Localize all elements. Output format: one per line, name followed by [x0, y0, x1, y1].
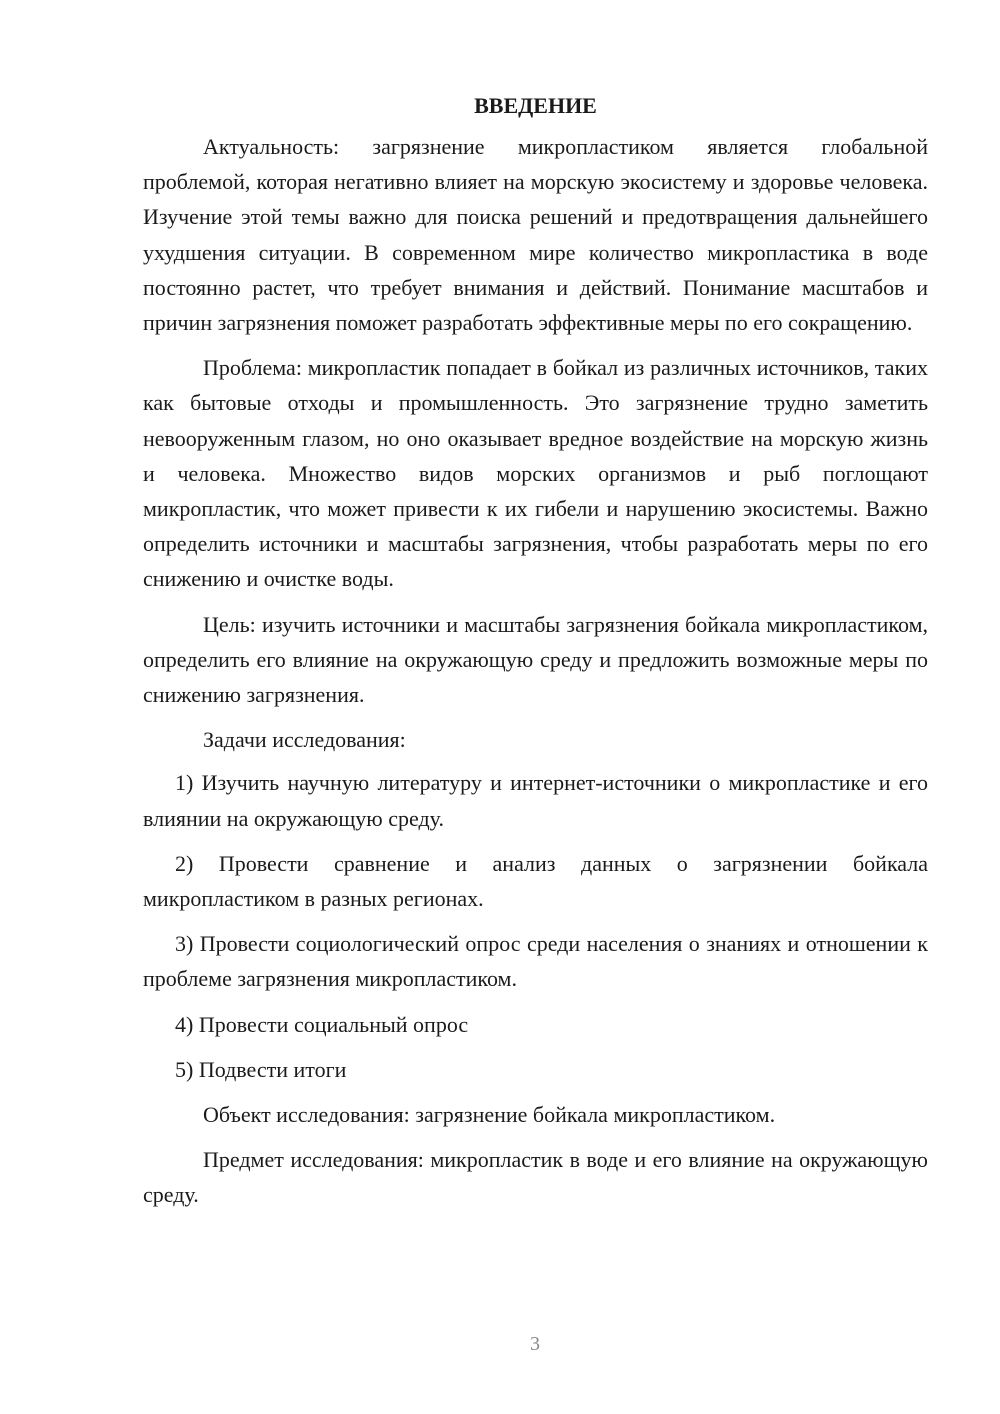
- paragraph-subject: Предмет исследования: микропластик в воде и его влияние на окружающую среду.: [143, 1147, 928, 1208]
- task-item-2: 2) Провести сравнение и анализ данных о загрязнении бойкала микропластиком в разных регионах.: [143, 850, 928, 912]
- page-title: ВВЕДЕНИЕ: [474, 93, 597, 118]
- paragraph-problem: Проблема: микропластик попадает в бойкал из различных источников, таких как бытовые отходы и промышленность. Это загрязнение трудно заметить невооруженным глазом, но оно оказывает вредное воздействие на морскую жизнь и человека. Множество видов морских организмов и рыб поглощают микропластик, что может привести к их гибели и нарушению экосистемы. Важно определить источники и масштабы загрязнения, чтобы разработать меры по его снижению и очистке воды.: [143, 355, 928, 592]
- page-number: 3: [530, 1333, 540, 1355]
- task-item-1: 1) Изучить научную литературу и интернет-источники о микропластике и его влиянии на окружающую среду.: [143, 770, 928, 831]
- paragraph-relevance: Актуальность: загрязнение микропластиком является глобальной проблемой, которая негативно влияет на морскую экосистему и здоровье человека. Изучение этой темы важно для поиска решений и предотвращения дальнейшего ухудшения ситуации. В современном мире количество микропластика в воде постоянно растет, что требует внимания и действий. Понимание масштабов и причин загрязнения поможет разработать эффективные меры по его сокращению.: [143, 134, 928, 336]
- tasks-heading: Задачи исследования:: [203, 727, 406, 753]
- document-page: [143, 88, 928, 1223]
- task-item-4: 4) Провести социальный опрос: [175, 1011, 469, 1037]
- task-item-3: 3) Провести социологический опрос среди населения о знаниях и отношении к проблеме загрязнения микропластиком.: [143, 931, 928, 992]
- paragraph-object: Объект исследования: загрязнение бойкала микропластиком.: [203, 1102, 776, 1128]
- paragraph-goal: Цель: изучить источники и масштабы загрязнения бойкала микропластиком, определить его влияние на окружающую среду и предложить возможные меры по снижению загрязнения.: [143, 611, 928, 708]
- task-item-5: 5) Подвести итоги: [175, 1056, 347, 1082]
